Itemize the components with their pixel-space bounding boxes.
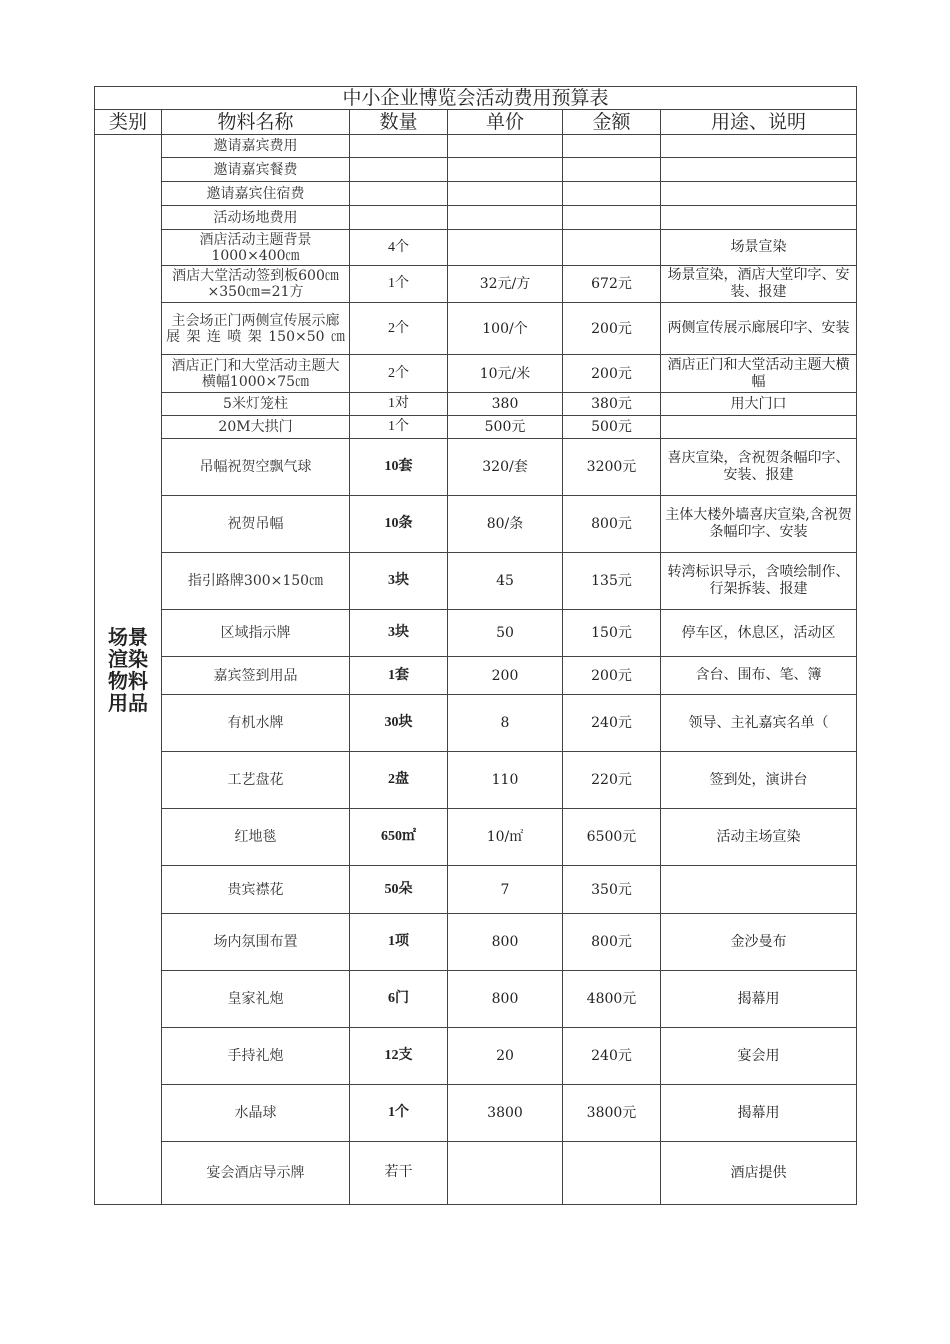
item-amount	[563, 230, 661, 266]
category-cell	[95, 135, 162, 1205]
item-note: 酒店提供	[661, 1142, 857, 1205]
table-row	[95, 1028, 857, 1085]
item-name: 酒店活动主题背景1000×400㎝	[162, 230, 350, 266]
item-name: 5米灯笼柱	[162, 393, 350, 416]
item-amount: 220元	[563, 752, 661, 809]
item-name: 祝贺吊幅	[162, 496, 350, 553]
item-amount: 200元	[563, 657, 661, 695]
item-note	[661, 206, 857, 230]
item-note: 喜庆宣染，含祝贺条幅印字、安装、报建	[661, 439, 857, 496]
item-quantity: 1个	[350, 266, 448, 303]
item-note	[661, 135, 857, 158]
item-quantity: 4个	[350, 230, 448, 266]
item-note	[661, 416, 857, 439]
item-quantity: 6门	[350, 971, 448, 1028]
item-amount: 240元	[563, 695, 661, 752]
item-note: 揭幕用	[661, 971, 857, 1028]
item-note: 揭幕用	[661, 1085, 857, 1142]
table-row	[95, 914, 857, 971]
header-note: 用途、说明	[661, 110, 857, 135]
item-amount	[563, 1142, 661, 1205]
header-item: 物料名称	[162, 110, 350, 135]
item-amount: 3800元	[563, 1085, 661, 1142]
item-quantity: 1个	[350, 416, 448, 439]
item-note	[661, 158, 857, 182]
item-note: 场景宣染，酒店大堂印字、安装、报建	[661, 266, 857, 303]
category-label: 场景渲染物料用品	[108, 624, 148, 715]
item-amount: 500元	[563, 416, 661, 439]
item-unit-price: 3800	[448, 1085, 563, 1142]
table-row	[95, 393, 857, 416]
table-row	[95, 752, 857, 809]
item-name: 贵宾襟花	[162, 866, 350, 914]
item-amount	[563, 206, 661, 230]
item-name: 嘉宾签到用品	[162, 657, 350, 695]
budget-table	[94, 86, 857, 1205]
item-name: 水晶球	[162, 1085, 350, 1142]
item-note: 金沙曼布	[661, 914, 857, 971]
header-unit-price: 单价	[448, 110, 563, 135]
item-amount	[563, 182, 661, 206]
item-note	[661, 182, 857, 206]
table-row	[95, 266, 857, 303]
item-amount: 6500元	[563, 809, 661, 866]
item-note	[661, 866, 857, 914]
table-row	[95, 158, 857, 182]
table-row	[95, 135, 857, 158]
item-name: 指引路牌300×150㎝	[162, 553, 350, 610]
table-row	[95, 355, 857, 393]
item-quantity: 若干	[350, 1142, 448, 1205]
table-row	[95, 496, 857, 553]
item-unit-price: 10/㎡	[448, 809, 563, 866]
header-amount: 金额	[563, 110, 661, 135]
item-amount: 135元	[563, 553, 661, 610]
item-note: 酒店正门和大堂活动主题大横幅	[661, 355, 857, 393]
item-quantity	[350, 182, 448, 206]
table-row	[95, 610, 857, 657]
table-row	[95, 439, 857, 496]
item-quantity: 2个	[350, 355, 448, 393]
item-name: 邀请嘉宾餐费	[162, 158, 350, 182]
item-note: 领导、主礼嘉宾名单（	[661, 695, 857, 752]
item-unit-price: 10元/米	[448, 355, 563, 393]
item-unit-price: 32元/方	[448, 266, 563, 303]
item-quantity: 650㎡	[350, 809, 448, 866]
item-unit-price: 8	[448, 695, 563, 752]
item-unit-price	[448, 1142, 563, 1205]
item-amount: 4800元	[563, 971, 661, 1028]
item-name: 工艺盘花	[162, 752, 350, 809]
table-row	[95, 809, 857, 866]
item-name: 宴会酒店导示牌	[162, 1142, 350, 1205]
item-name: 红地毯	[162, 809, 350, 866]
item-amount: 800元	[563, 914, 661, 971]
table-row	[95, 1142, 857, 1205]
item-name: 酒店正门和大堂活动主题大横幅1000×75㎝	[162, 355, 350, 393]
item-unit-price	[448, 135, 563, 158]
item-quantity: 1对	[350, 393, 448, 416]
item-amount	[563, 135, 661, 158]
table-row	[95, 866, 857, 914]
item-note: 签到处，演讲台	[661, 752, 857, 809]
item-note: 含台、围布、笔、簿	[661, 657, 857, 695]
item-unit-price: 320/套	[448, 439, 563, 496]
item-name: 邀请嘉宾住宿费	[162, 182, 350, 206]
item-name: 有机水牌	[162, 695, 350, 752]
item-quantity	[350, 135, 448, 158]
item-name: 邀请嘉宾费用	[162, 135, 350, 158]
item-note: 转湾标识导示，含喷绘制作、行架拆装、报建	[661, 553, 857, 610]
item-unit-price: 7	[448, 866, 563, 914]
item-amount: 240元	[563, 1028, 661, 1085]
table-row	[95, 1085, 857, 1142]
item-note: 主体大楼外墙喜庆宣染,含祝贺条幅印字、安装	[661, 496, 857, 553]
table-title: 中小企业博览会活动费用预算表	[95, 87, 857, 110]
item-name: 酒店大堂活动签到板600㎝×350㎝=21方	[162, 266, 350, 303]
item-unit-price: 45	[448, 553, 563, 610]
item-unit-price: 80/条	[448, 496, 563, 553]
item-quantity: 10套	[350, 439, 448, 496]
item-unit-price: 500元	[448, 416, 563, 439]
item-note: 用大门口	[661, 393, 857, 416]
title-row	[95, 87, 857, 110]
item-amount: 350元	[563, 866, 661, 914]
item-name: 20M大拱门	[162, 416, 350, 439]
item-quantity: 2盘	[350, 752, 448, 809]
item-unit-price	[448, 230, 563, 266]
table-row	[95, 182, 857, 206]
table-row	[95, 553, 857, 610]
item-quantity: 2个	[350, 303, 448, 355]
item-quantity	[350, 158, 448, 182]
item-quantity: 1个	[350, 1085, 448, 1142]
item-note: 场景宣染	[661, 230, 857, 266]
item-name: 活动场地费用	[162, 206, 350, 230]
item-quantity	[350, 206, 448, 230]
item-unit-price: 800	[448, 971, 563, 1028]
item-quantity: 12支	[350, 1028, 448, 1085]
table-row	[95, 206, 857, 230]
item-amount: 672元	[563, 266, 661, 303]
item-unit-price: 380	[448, 393, 563, 416]
item-name: 吊幅祝贺空飘气球	[162, 439, 350, 496]
item-amount: 3200元	[563, 439, 661, 496]
item-note: 宴会用	[661, 1028, 857, 1085]
header-row	[95, 110, 857, 135]
table-row	[95, 657, 857, 695]
item-amount: 150元	[563, 610, 661, 657]
item-amount: 200元	[563, 303, 661, 355]
table-row	[95, 303, 857, 355]
item-name: 手持礼炮	[162, 1028, 350, 1085]
item-quantity: 3块	[350, 610, 448, 657]
item-unit-price: 100/个	[448, 303, 563, 355]
item-note: 两侧宣传展示廊展印字、安装	[661, 303, 857, 355]
item-quantity: 30块	[350, 695, 448, 752]
item-amount: 200元	[563, 355, 661, 393]
item-name: 区域指示牌	[162, 610, 350, 657]
header-quantity: 数量	[350, 110, 448, 135]
item-amount: 800元	[563, 496, 661, 553]
item-unit-price: 200	[448, 657, 563, 695]
item-amount: 380元	[563, 393, 661, 416]
item-unit-price: 110	[448, 752, 563, 809]
item-unit-price: 20	[448, 1028, 563, 1085]
item-unit-price: 800	[448, 914, 563, 971]
item-quantity: 1套	[350, 657, 448, 695]
item-quantity: 1项	[350, 914, 448, 971]
table-row	[95, 416, 857, 439]
item-unit-price	[448, 182, 563, 206]
item-quantity: 50朵	[350, 866, 448, 914]
table-row	[95, 695, 857, 752]
item-name: 主会场正门两侧宣传展示廊展架连喷架150×50㎝	[162, 303, 350, 355]
table-row	[95, 971, 857, 1028]
item-quantity: 3块	[350, 553, 448, 610]
item-unit-price	[448, 158, 563, 182]
item-note: 停车区，休息区，活动区	[661, 610, 857, 657]
table-row	[95, 230, 857, 266]
item-quantity: 10条	[350, 496, 448, 553]
item-name: 场内氛围布置	[162, 914, 350, 971]
item-note: 活动主场宣染	[661, 809, 857, 866]
item-amount	[563, 158, 661, 182]
item-name: 皇家礼炮	[162, 971, 350, 1028]
item-unit-price: 50	[448, 610, 563, 657]
header-category: 类别	[95, 110, 162, 135]
item-unit-price	[448, 206, 563, 230]
